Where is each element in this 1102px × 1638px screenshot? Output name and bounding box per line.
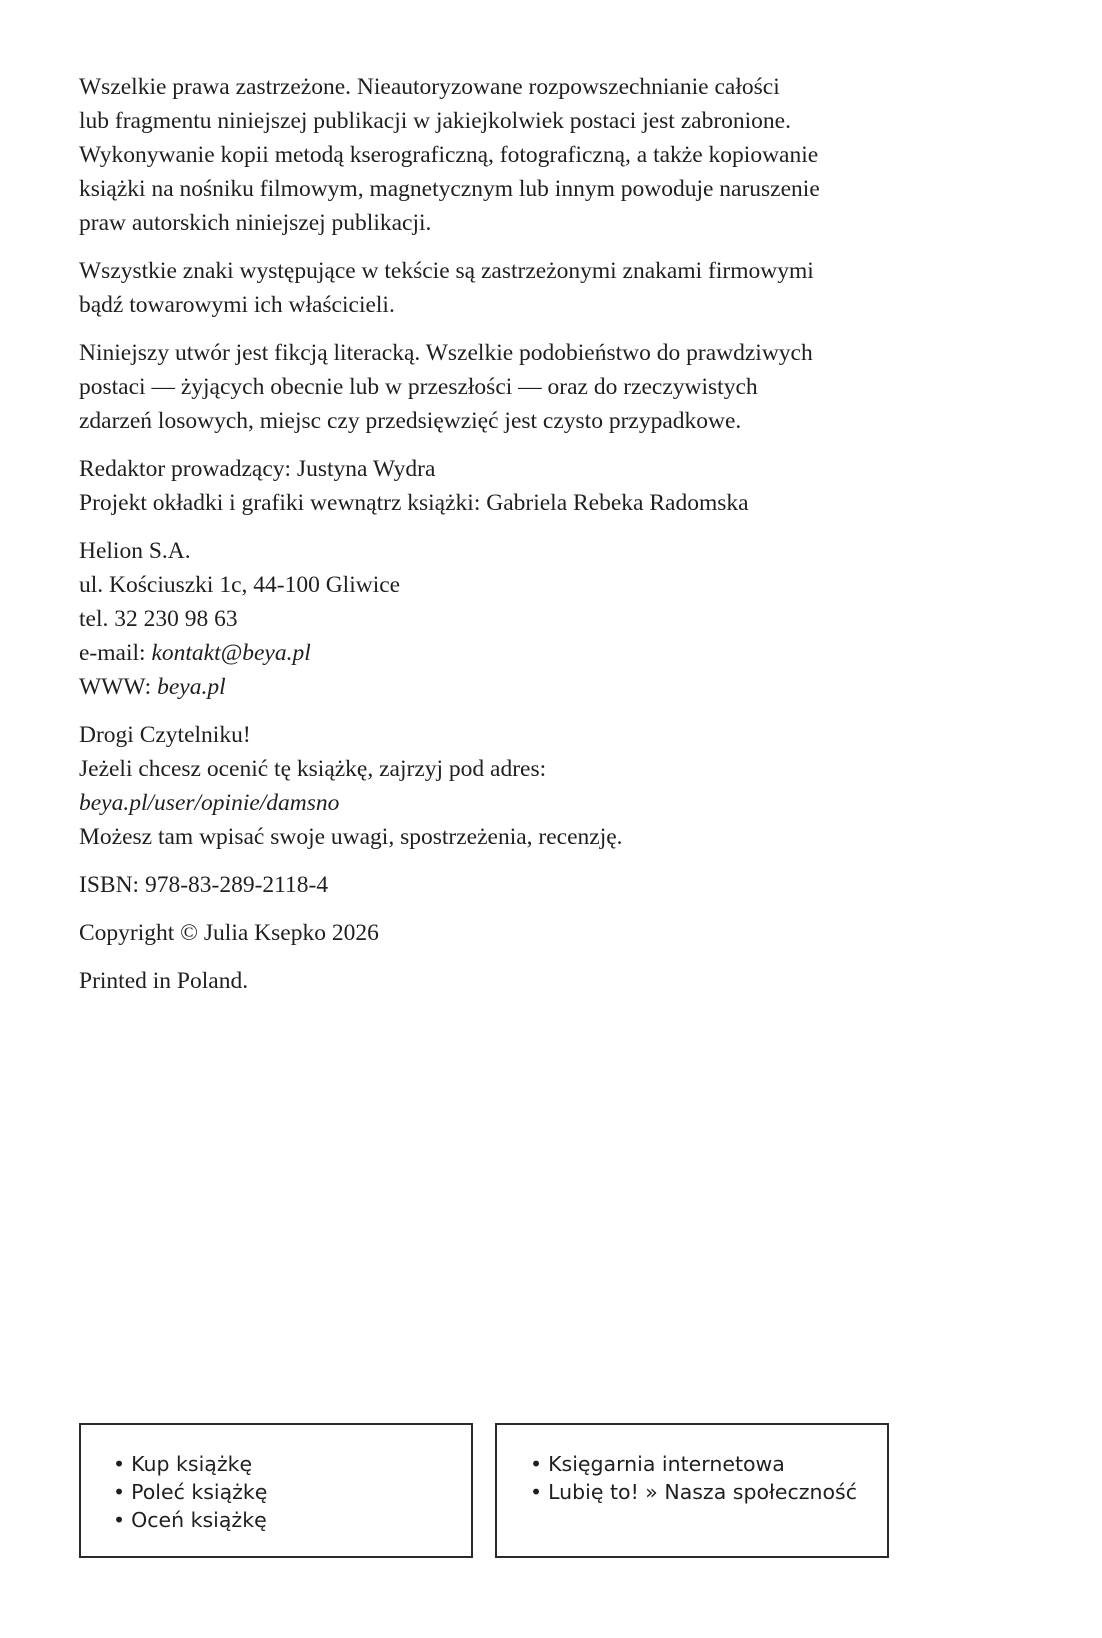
reader-note <box>79 718 1039 854</box>
copyright-notice-line: lub fragmentu niniejszej publikacji w jakiejkolwiek postaci jest zabronione. <box>79 108 791 134</box>
copyright-notice-line: książki na nośniku filmowym, magnetycznym lub innym powoduje naruszenie <box>79 176 820 202</box>
copyright-notice <box>79 70 1039 240</box>
email-address: kontakt@beya.pl <box>151 640 311 666</box>
list-item <box>530 1478 857 1506</box>
bullet-icon: • <box>530 1452 543 1476</box>
publisher-email-row <box>79 636 1039 670</box>
bullet-icon: • <box>530 1480 543 1504</box>
copyright-text: Copyright © Julia Ksepko 2026 <box>79 920 379 946</box>
fiction-notice-line: postaci — żyjących obecnie lub w przeszłości — oraz do rzeczywistych <box>79 374 758 400</box>
isbn <box>79 868 1039 902</box>
copyright-notice-line: Wszelkie prawa zastrzeżone. Nieautoryzowane rozpowszechnianie całości <box>79 74 780 100</box>
publisher-phone: tel. 32 230 98 63 <box>79 606 238 632</box>
review-url: beya.pl/user/opinie/damsno <box>79 790 340 816</box>
email-label: e-mail: <box>79 640 152 666</box>
reader-invite: Możesz tam wpisać swoje uwagi, spostrzeżenia, recenzję. <box>79 824 623 850</box>
credits <box>79 452 1039 520</box>
list-item <box>113 1506 267 1534</box>
community-link[interactable]: Lubię to! » Nasza społeczność <box>548 1480 857 1504</box>
trademarks-notice <box>79 254 1039 322</box>
printed-line <box>79 964 1039 998</box>
recommend-book-link[interactable]: Poleć książkę <box>131 1480 268 1504</box>
www-label: WWW: <box>79 674 158 700</box>
reader-prompt: Jeżeli chcesz ocenić tę książkę, zajrzyj pod adres: <box>79 756 547 782</box>
publisher-name: Helion S.A. <box>79 538 191 564</box>
editor-credit: Redaktor prowadzący: Justyna Wydra <box>79 456 436 482</box>
copyright-notice-line: Wykonywanie kopii metodą kserograficzną, fotograficzną, a także kopiowanie <box>79 142 819 168</box>
fiction-notice <box>79 336 1039 438</box>
fiction-notice-line: zdarzeń losowych, miejsc czy przedsięwzięć jest czysto przypadkowe. <box>79 408 742 434</box>
reader-greeting: Drogi Czytelniku! <box>79 722 251 748</box>
store-links-box <box>495 1423 889 1558</box>
www-address: beya.pl <box>157 674 226 700</box>
trademarks-notice-line: Wszystkie znaki występujące w tekście są zastrzeżonymi znakami firmowymi <box>79 258 814 284</box>
online-bookstore-link[interactable]: Księgarnia internetowa <box>548 1452 785 1476</box>
list-item <box>530 1450 857 1478</box>
bullet-icon: • <box>113 1508 126 1532</box>
imprint-page <box>79 70 1039 1012</box>
list-item <box>113 1478 267 1506</box>
copyright-notice-line: praw autorskich niniejszej publikacji. <box>79 210 432 236</box>
copyright-line <box>79 916 1039 950</box>
fiction-notice-line: Niniejszy utwór jest fikcją literacką. Wszelkie podobieństwo do prawdziwych <box>79 340 813 366</box>
rate-book-link[interactable]: Oceń książkę <box>131 1508 267 1532</box>
buy-book-link[interactable]: Kup książkę <box>131 1452 253 1476</box>
trademarks-notice-line: bądź towarowymi ich właścicieli. <box>79 292 395 318</box>
store-links-list <box>530 1450 857 1506</box>
bullet-icon: • <box>113 1452 126 1476</box>
publisher-info <box>79 534 1039 704</box>
publisher-address: ul. Kościuszki 1c, 44-100 Gliwice <box>79 572 401 598</box>
list-item <box>113 1450 267 1478</box>
book-actions-list <box>113 1450 267 1534</box>
cover-credit: Projekt okładki i grafiki wewnątrz książki: Gabriela Rebeka Radomska <box>79 490 749 516</box>
bullet-icon: • <box>113 1480 126 1504</box>
book-actions-box <box>79 1423 473 1558</box>
isbn-text: ISBN: 978-83-289-2118-4 <box>79 872 329 898</box>
printed-text: Printed in Poland. <box>79 968 249 994</box>
publisher-www-row <box>79 670 1039 704</box>
